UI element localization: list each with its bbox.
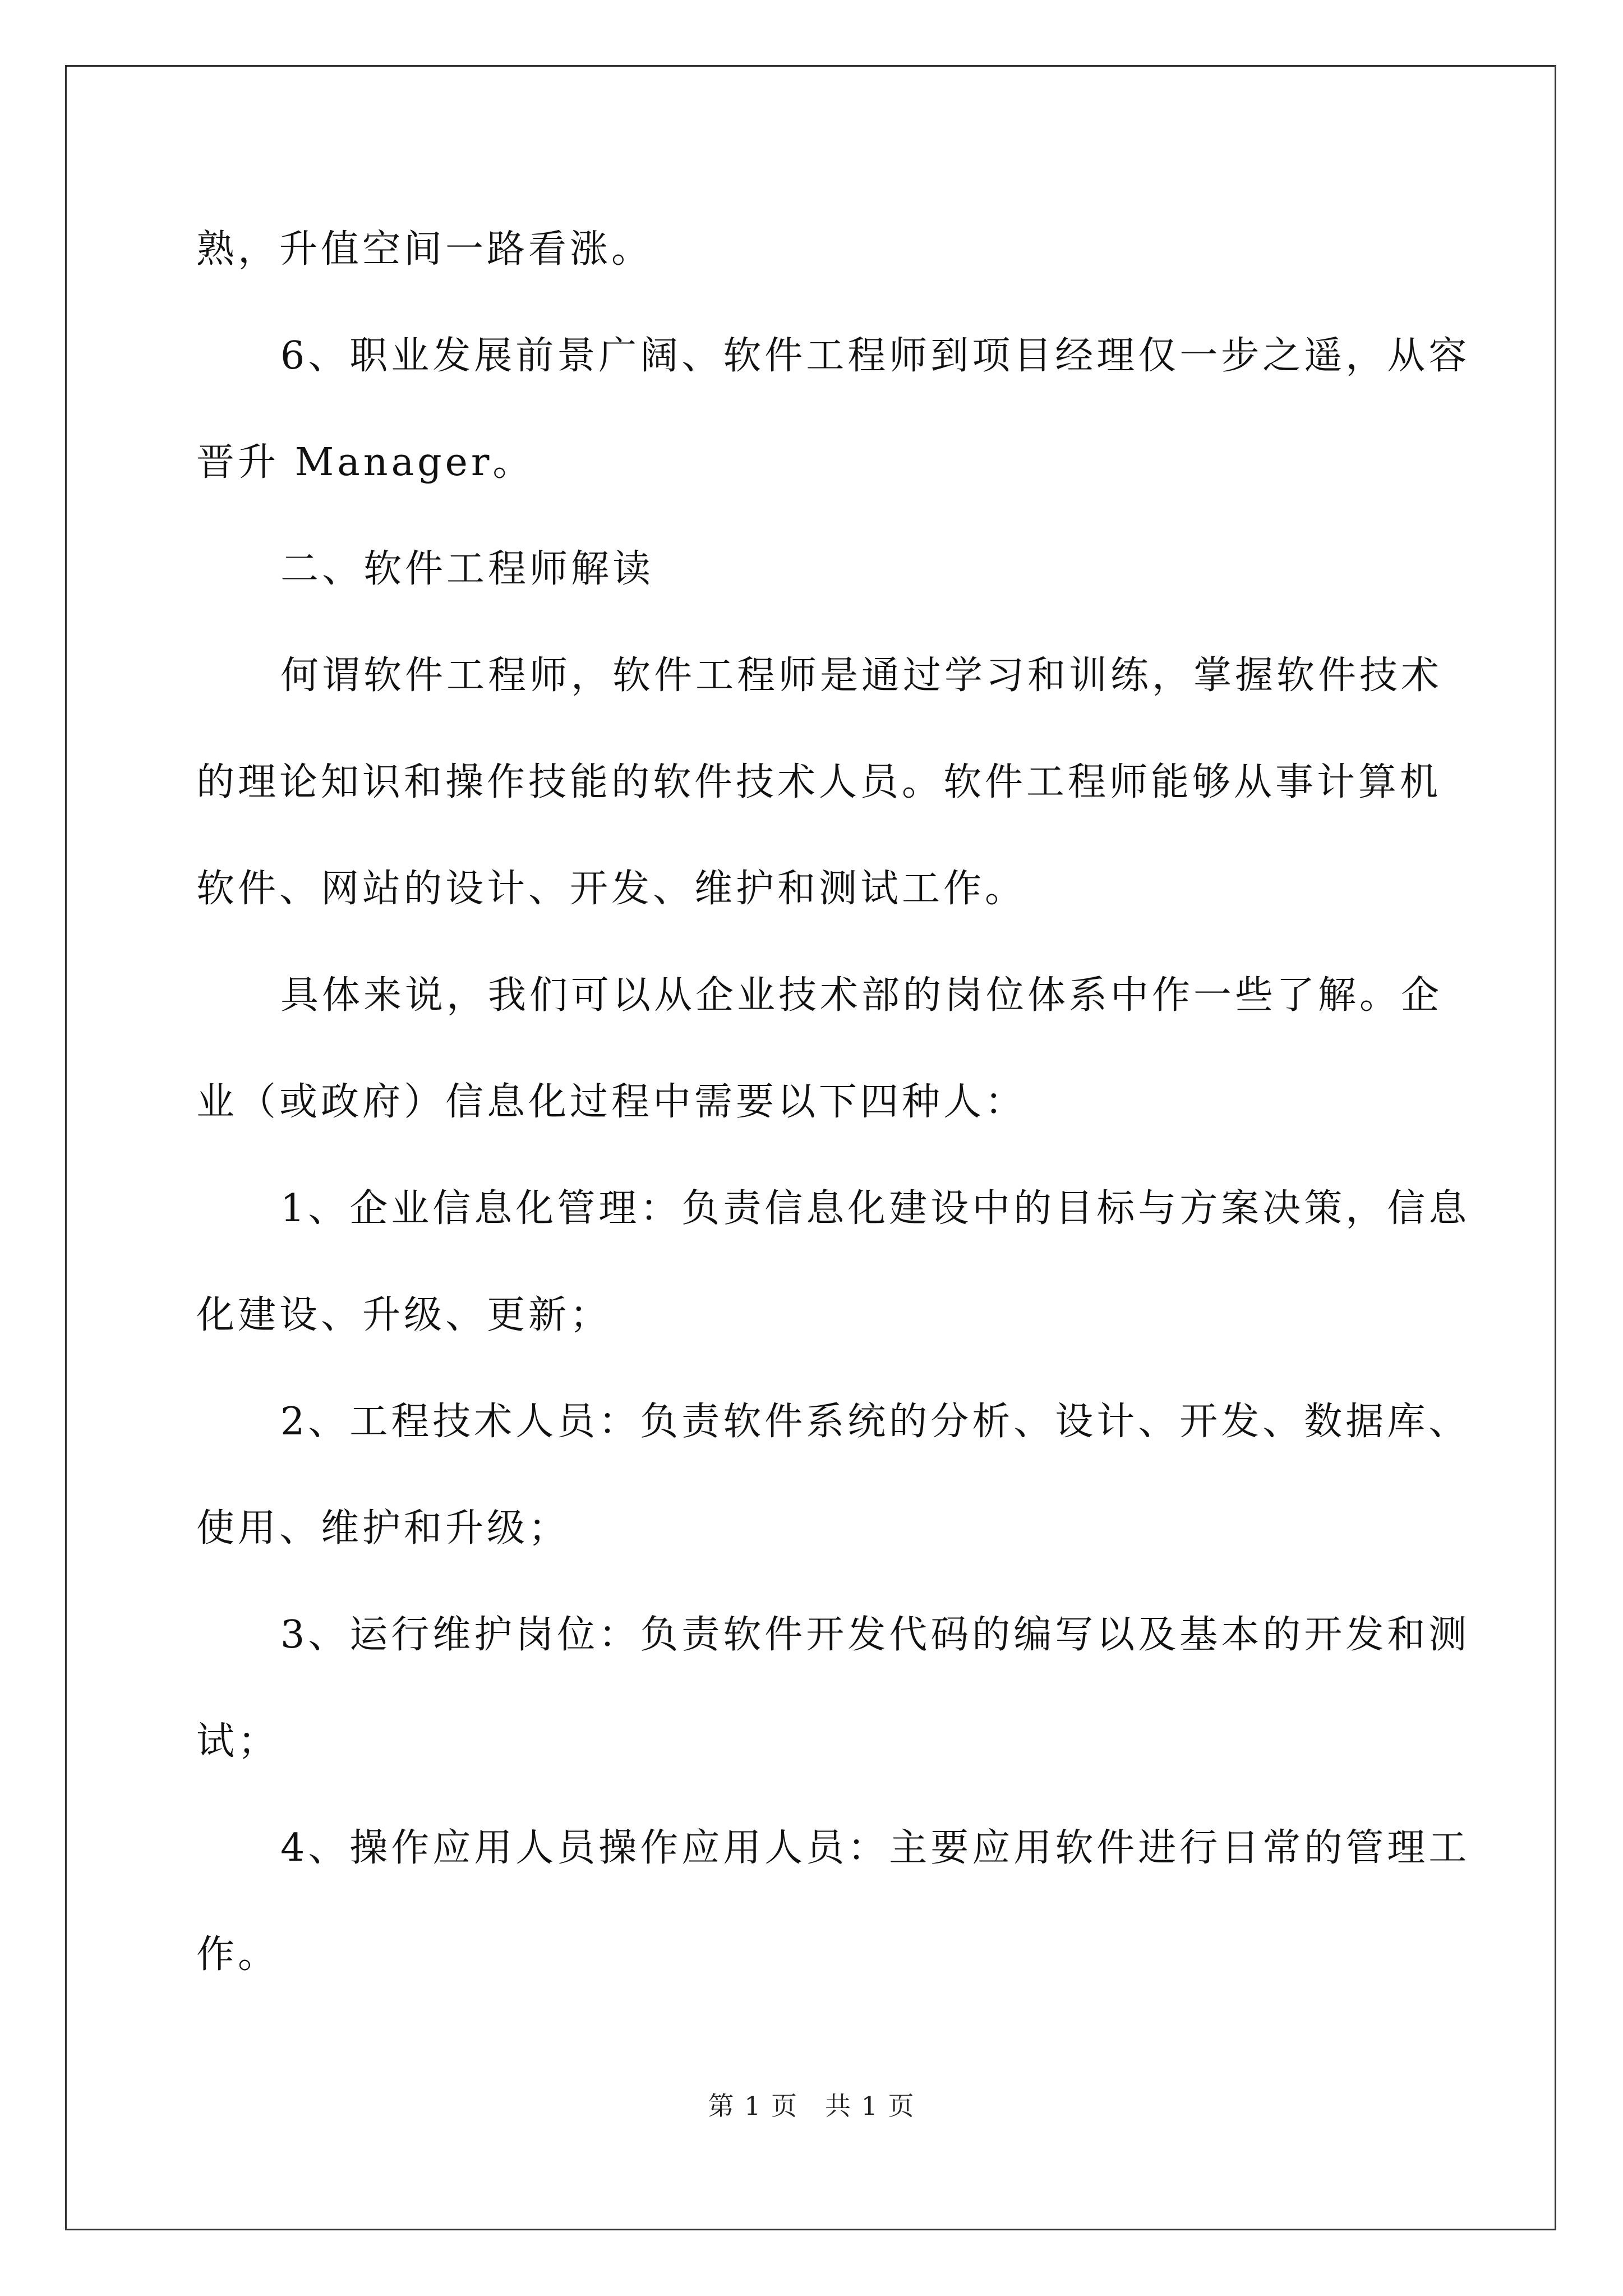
text-line-14: 3、运行维护岗位：负责软件开发代码的编写以及基本的开发和测: [280, 1613, 1470, 1657]
text-line-1: 熟，升值空间一路看涨。: [196, 227, 653, 272]
page-footer: 第 1 页 共 1 页: [708, 2091, 915, 2121]
text-line-12: 2、工程技术人员：负责软件系统的分析、设计、开发、数据库、: [280, 1400, 1470, 1444]
text-line-17: 作。: [196, 1932, 280, 1977]
text-line-5: 何谓软件工程师，软件工程师是通过学习和训练，掌握软件技术: [280, 654, 1443, 698]
text-line-11: 化建设、升级、更新；: [196, 1293, 612, 1337]
section-heading: 二、软件工程师解读: [280, 547, 654, 591]
text-line-15: 试；: [196, 1719, 280, 1764]
text-line-13: 使用、维护和升级；: [196, 1506, 570, 1550]
text-line-7: 软件、网站的设计、开发、维护和测试工作。: [196, 867, 1027, 911]
text-line-6: 的理论知识和操作技能的软件技术人员。软件工程师能够从事计算机: [196, 760, 1442, 804]
text-line-9: 业（或政府）信息化过程中需要以下四种人：: [196, 1080, 1027, 1124]
text-line-8: 具体来说，我们可以从企业技术部的岗位体系中作一些了解。企: [280, 973, 1443, 1018]
document-body: [196, 196, 1470, 2008]
text-line-10: 1、企业信息化管理：负责信息化建设中的目标与方案决策，信息: [280, 1186, 1470, 1231]
text-line-16: 4、操作应用人员操作应用人员：主要应用软件进行日常的管理工: [280, 1826, 1470, 1870]
text-line-2: 6、职业发展前景广阔、软件工程师到项目经理仅一步之遥，从容: [280, 334, 1470, 378]
text-line-3: 晋升 Manager。: [196, 440, 534, 485]
